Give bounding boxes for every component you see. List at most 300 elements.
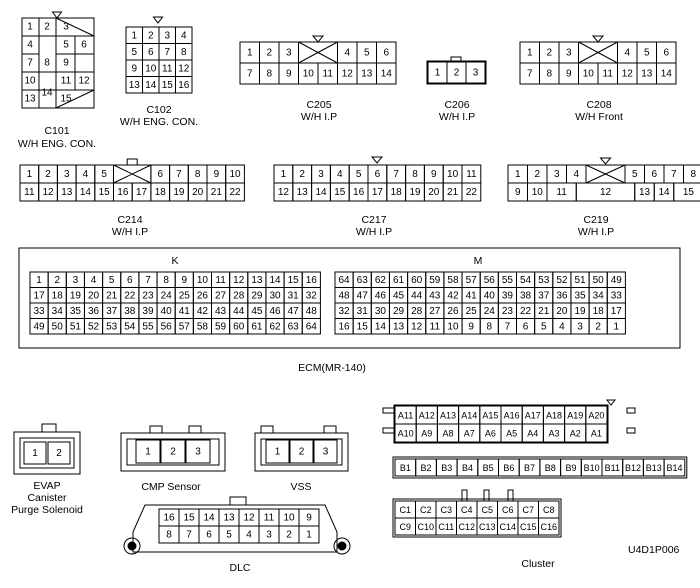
pin-label: 52 bbox=[88, 321, 100, 332]
pin-label: 12 bbox=[42, 187, 54, 198]
pin-label: 51 bbox=[70, 321, 82, 332]
pin-label: C14 bbox=[499, 522, 516, 532]
pin-label: 21 bbox=[447, 187, 459, 198]
pin-label: 60 bbox=[233, 321, 245, 332]
pin-label: 7 bbox=[164, 47, 170, 58]
pin-label: 15 bbox=[683, 187, 695, 198]
pin-label: 3 bbox=[323, 447, 329, 458]
pin-label: 29 bbox=[393, 306, 405, 317]
pin-label: 48 bbox=[339, 290, 351, 301]
pin-label: 2 bbox=[170, 447, 176, 458]
pin-label: 7 bbox=[186, 530, 192, 541]
ecm-block-label-k: K bbox=[171, 255, 178, 267]
pin-label: 6 bbox=[127, 275, 133, 286]
pin-label: 2 bbox=[286, 530, 292, 541]
pin-label: 3 bbox=[266, 530, 272, 541]
pin-label: C11 bbox=[438, 522, 454, 532]
pin-label: 2 bbox=[266, 48, 272, 59]
pin-label: A17 bbox=[525, 411, 541, 421]
pin-label: 35 bbox=[574, 290, 586, 301]
pin-label: 16 bbox=[353, 187, 365, 198]
pin-label: 18 bbox=[52, 290, 64, 301]
pin-label: 14 bbox=[661, 69, 673, 80]
pin-label: 9 bbox=[566, 69, 572, 80]
pin-label: A14 bbox=[461, 411, 477, 421]
pin-label: A15 bbox=[482, 411, 498, 421]
pin-label: 11 bbox=[466, 169, 477, 180]
pin-label: 5 bbox=[356, 169, 362, 180]
pin-label: B11 bbox=[605, 463, 620, 473]
pin-label: C2 bbox=[420, 505, 432, 515]
pin-label: 8 bbox=[195, 169, 201, 180]
connector-caption: EVAP bbox=[33, 480, 60, 492]
pin-label: 1 bbox=[27, 169, 33, 180]
pin-label: 59 bbox=[215, 321, 227, 332]
pin-label: A10 bbox=[398, 429, 414, 439]
pin-label: 30 bbox=[375, 306, 387, 317]
pin-label: 3 bbox=[286, 48, 292, 59]
lock-tab-icon bbox=[53, 12, 62, 18]
connector-c217 bbox=[274, 157, 481, 238]
pin-label: 3 bbox=[554, 169, 560, 180]
pin-label: 2 bbox=[534, 169, 540, 180]
lock-tab-icon bbox=[230, 497, 246, 505]
pin-label: 38 bbox=[520, 290, 532, 301]
pin-label: 42 bbox=[447, 290, 459, 301]
pin-label: 32 bbox=[339, 306, 351, 317]
pin-label: 8 bbox=[166, 530, 172, 541]
connector-caption: Canister bbox=[27, 492, 67, 504]
pin-label: 6 bbox=[375, 169, 381, 180]
pin-label: 21 bbox=[211, 187, 223, 198]
pin-label: 23 bbox=[142, 290, 154, 301]
pin-label: C7 bbox=[522, 505, 534, 515]
connector-caption: C214 bbox=[117, 214, 142, 226]
pin-label: A5 bbox=[506, 429, 517, 439]
pin-label: 13 bbox=[297, 187, 309, 198]
pin-label: 49 bbox=[34, 321, 46, 332]
peg bbox=[383, 408, 395, 413]
connector-c206 bbox=[427, 57, 486, 123]
pin-label: 46 bbox=[269, 306, 281, 317]
pin-label: 39 bbox=[142, 306, 154, 317]
pin-label: 4 bbox=[337, 169, 343, 180]
lock-tab-icon bbox=[127, 159, 137, 165]
pin-label: 1 bbox=[614, 321, 620, 332]
connector-caption: C206 bbox=[444, 99, 469, 111]
pin-label: 36 bbox=[556, 290, 568, 301]
pin-label: 1 bbox=[275, 447, 281, 458]
pin-label: 10 bbox=[303, 69, 315, 80]
pin-label: 14 bbox=[315, 187, 327, 198]
pin-label: 5 bbox=[63, 40, 69, 51]
pin-label: A7 bbox=[464, 429, 475, 439]
pin-label: 63 bbox=[288, 321, 300, 332]
pin-label: A16 bbox=[504, 411, 520, 421]
pin-label: 12 bbox=[622, 69, 634, 80]
pin-label: 15 bbox=[334, 187, 346, 198]
pin-label: 1 bbox=[32, 448, 38, 459]
connector-caption: W/H ENG. CON. bbox=[18, 138, 96, 150]
pin-label: B3 bbox=[441, 463, 452, 473]
pin-label: 8 bbox=[546, 69, 552, 80]
pin-label: 6 bbox=[663, 48, 669, 59]
pin-label: 8 bbox=[44, 58, 50, 69]
pin-label: 22 bbox=[466, 187, 478, 198]
pin-label: 1 bbox=[247, 48, 253, 59]
pin-label: A19 bbox=[567, 411, 583, 421]
pin-label: A20 bbox=[588, 411, 604, 421]
pin-label: 13 bbox=[129, 80, 141, 91]
pin-label: C9 bbox=[399, 522, 411, 532]
pin-label: A8 bbox=[442, 429, 453, 439]
pin-label: 15 bbox=[357, 321, 369, 332]
pin-label: 6 bbox=[383, 48, 389, 59]
pin-label: 8 bbox=[181, 47, 187, 58]
pin-label: 57 bbox=[466, 275, 478, 286]
pin-label: 10 bbox=[229, 169, 241, 180]
pin-label: 11 bbox=[556, 187, 567, 198]
pin-label: 11 bbox=[430, 321, 441, 332]
pin-label: 47 bbox=[357, 290, 369, 301]
pin-label: 3 bbox=[577, 321, 583, 332]
pin-label: 3 bbox=[566, 48, 572, 59]
pin-label: 9 bbox=[306, 513, 312, 524]
pin-label: 10 bbox=[447, 321, 459, 332]
pin-label: 20 bbox=[88, 290, 100, 301]
pin-label: 3 bbox=[73, 275, 79, 286]
pin-label: B14 bbox=[666, 463, 682, 473]
pin-label: 14 bbox=[145, 80, 157, 91]
pin-label: B12 bbox=[625, 463, 641, 473]
ecm-block-label-m: M bbox=[474, 255, 483, 267]
lock-tab-icon bbox=[607, 400, 615, 405]
pin-label: 5 bbox=[644, 48, 650, 59]
pin-label: 10 bbox=[532, 187, 544, 198]
pin-label: 19 bbox=[173, 187, 185, 198]
pin-label: 1 bbox=[306, 530, 312, 541]
pin-label: 29 bbox=[251, 290, 263, 301]
pin-label: 34 bbox=[52, 306, 64, 317]
connector-evap bbox=[11, 424, 83, 516]
pin-label: 37 bbox=[538, 290, 550, 301]
pin-label: 4 bbox=[559, 321, 565, 332]
connector-caption: W/H I.P bbox=[439, 111, 475, 123]
pin-label: 14 bbox=[381, 69, 393, 80]
pin-label: B1 bbox=[400, 463, 411, 473]
pin-label: C10 bbox=[417, 522, 434, 532]
pin-label: C8 bbox=[543, 505, 555, 515]
connector-caption: C217 bbox=[361, 214, 386, 226]
connector-c102 bbox=[120, 17, 198, 128]
pin-label: 4 bbox=[246, 530, 252, 541]
pin-label: 22 bbox=[520, 306, 532, 317]
pin-label: 8 bbox=[163, 275, 169, 286]
pin-label: 33 bbox=[611, 290, 623, 301]
pin-label: 3 bbox=[473, 68, 479, 79]
pin-label: 9 bbox=[515, 187, 521, 198]
lock-tab-icon bbox=[601, 158, 611, 164]
pin-label: 31 bbox=[357, 306, 369, 317]
pin-label: 4 bbox=[344, 48, 350, 59]
pin-label: 53 bbox=[106, 321, 118, 332]
pin-label: 10 bbox=[145, 63, 157, 74]
pin-label: 9 bbox=[131, 63, 137, 74]
pin-label: 12 bbox=[278, 187, 290, 198]
pin-label: 12 bbox=[243, 513, 255, 524]
pin-label: 43 bbox=[429, 290, 441, 301]
pin-label: 1 bbox=[27, 22, 33, 33]
pin-label: 61 bbox=[393, 275, 405, 286]
pin-label: 7 bbox=[145, 275, 151, 286]
pin-label: 8 bbox=[486, 321, 492, 332]
pin-label: 17 bbox=[34, 290, 46, 301]
pin-label: 30 bbox=[269, 290, 281, 301]
pin-label: 4 bbox=[27, 40, 33, 51]
pin-label: 4 bbox=[83, 169, 89, 180]
pin-label: 10 bbox=[583, 69, 595, 80]
pin-label: A18 bbox=[546, 411, 562, 421]
pin-label: 18 bbox=[593, 306, 605, 317]
pin-label: 3 bbox=[64, 169, 70, 180]
lock-tab-icon bbox=[154, 17, 163, 23]
pin-label: 40 bbox=[161, 306, 173, 317]
pin-label: 54 bbox=[520, 275, 532, 286]
connector-caption: CMP Sensor bbox=[141, 481, 201, 493]
pin-label: A4 bbox=[527, 429, 538, 439]
pin-label: 14 bbox=[269, 275, 281, 286]
lock-tab-icon bbox=[313, 36, 323, 42]
pin-label: 21 bbox=[538, 306, 550, 317]
pin-label: 34 bbox=[593, 290, 605, 301]
pin-label: 12 bbox=[233, 275, 245, 286]
pin-label: 39 bbox=[502, 290, 514, 301]
pin-label: 41 bbox=[466, 290, 478, 301]
connector-c214 bbox=[20, 159, 244, 238]
pin-label: B2 bbox=[421, 463, 432, 473]
pin-label: 9 bbox=[181, 275, 187, 286]
pin-label: 15 bbox=[183, 513, 195, 524]
pin-label: 2 bbox=[454, 68, 460, 79]
figure-id: U4D1P006 bbox=[628, 544, 680, 556]
pin-label: 46 bbox=[375, 290, 387, 301]
pin-label: 4 bbox=[181, 30, 187, 41]
pin-label: 8 bbox=[412, 169, 418, 180]
pin-label: 7 bbox=[505, 321, 511, 332]
pin-label: 1 bbox=[435, 68, 441, 79]
pin-label: 11 bbox=[162, 63, 173, 74]
pin-label: 28 bbox=[411, 306, 423, 317]
connector-caption: DLC bbox=[229, 562, 250, 574]
connector-caption: W/H I.P bbox=[301, 111, 337, 123]
pin-label: 1 bbox=[145, 447, 151, 458]
pin-label: 9 bbox=[431, 169, 437, 180]
pin-label: 16 bbox=[117, 187, 129, 198]
pin-label: A3 bbox=[548, 429, 559, 439]
pin-label: 12 bbox=[342, 69, 354, 80]
pin-label: 2 bbox=[595, 321, 601, 332]
pin-label: 2 bbox=[148, 30, 154, 41]
pin-label: 60 bbox=[411, 275, 423, 286]
pin-label: 5 bbox=[364, 48, 370, 59]
lock-tab-icon bbox=[261, 426, 273, 433]
pin-label: 37 bbox=[106, 306, 118, 317]
pin-label: 5 bbox=[541, 321, 547, 332]
pin-label: 7 bbox=[176, 169, 182, 180]
pin-label: 11 bbox=[24, 187, 35, 198]
pin-label: 5 bbox=[101, 169, 107, 180]
pin-label: 5 bbox=[632, 169, 638, 180]
pin-label: 1 bbox=[515, 169, 521, 180]
connector-ecm bbox=[19, 248, 680, 374]
connector-dlc bbox=[124, 497, 350, 574]
lock-tab-icon bbox=[150, 426, 162, 433]
pin-label: 54 bbox=[124, 321, 136, 332]
pin-label: 5 bbox=[226, 530, 232, 541]
pin-label: 57 bbox=[179, 321, 191, 332]
pin-label: 25 bbox=[179, 290, 191, 301]
pin-label: 61 bbox=[251, 321, 263, 332]
pin-label: 20 bbox=[192, 187, 204, 198]
pin-label: 2 bbox=[56, 448, 62, 459]
pin-label: 4 bbox=[624, 48, 630, 59]
pin-label: 9 bbox=[63, 58, 69, 69]
pin-label: 7 bbox=[247, 69, 253, 80]
pin-label: 2 bbox=[44, 22, 50, 33]
mount-hole bbox=[128, 542, 136, 550]
pin-label: C13 bbox=[479, 522, 496, 532]
pin-label: 3 bbox=[164, 30, 170, 41]
pin-label: B13 bbox=[646, 463, 662, 473]
pin-label: 13 bbox=[393, 321, 405, 332]
pin-label: 64 bbox=[306, 321, 318, 332]
pin-label: 1 bbox=[36, 275, 42, 286]
lock-tab-icon bbox=[372, 157, 382, 163]
connector-caption: C219 bbox=[583, 214, 608, 226]
pin-label: 19 bbox=[574, 306, 586, 317]
pin-label: A12 bbox=[419, 411, 435, 421]
pin-label: 63 bbox=[357, 275, 369, 286]
pin-label: 2 bbox=[299, 447, 305, 458]
pin-label: 8 bbox=[266, 69, 272, 80]
pin-label: 40 bbox=[484, 290, 496, 301]
pin-label: 6 bbox=[651, 169, 657, 180]
pin-label: 2 bbox=[45, 169, 51, 180]
connector-caption: W/H Front bbox=[575, 111, 623, 123]
connector-caption: Cluster bbox=[521, 558, 555, 570]
pin-label: A11 bbox=[398, 411, 413, 421]
pin-label: 21 bbox=[106, 290, 118, 301]
pin-label: 1 bbox=[281, 169, 287, 180]
pin-label: 10 bbox=[283, 513, 295, 524]
pin-label: 13 bbox=[24, 94, 36, 105]
pin-label: 41 bbox=[179, 306, 191, 317]
pin-label: 10 bbox=[197, 275, 209, 286]
pin-label: 11 bbox=[215, 275, 226, 286]
pin-label: 2 bbox=[546, 48, 552, 59]
pin-label: C12 bbox=[458, 522, 475, 532]
pin-label: 24 bbox=[161, 290, 173, 301]
pin-label: 23 bbox=[502, 306, 514, 317]
pin-label: 64 bbox=[339, 275, 351, 286]
connector-c205 bbox=[240, 36, 396, 123]
pin-label: A9 bbox=[421, 429, 432, 439]
pin-label: C3 bbox=[440, 505, 452, 515]
pin-label: 43 bbox=[215, 306, 227, 317]
pin-label: 22 bbox=[229, 187, 241, 198]
pin-label: 28 bbox=[233, 290, 245, 301]
connector-c219 bbox=[508, 158, 700, 238]
pin-label: 52 bbox=[556, 275, 568, 286]
pin-label: 18 bbox=[155, 187, 167, 198]
pin-label: 45 bbox=[393, 290, 405, 301]
pin-label: 44 bbox=[233, 306, 245, 317]
pin-label: 6 bbox=[157, 169, 163, 180]
pin-label: 47 bbox=[288, 306, 300, 317]
pin-label: 16 bbox=[339, 321, 351, 332]
pin-label: B5 bbox=[483, 463, 494, 473]
peg bbox=[383, 428, 395, 433]
peg bbox=[627, 408, 635, 413]
connector-caption: C101 bbox=[44, 125, 69, 137]
connector-caption: C208 bbox=[586, 99, 611, 111]
pin-label: 35 bbox=[70, 306, 82, 317]
pin-label: 58 bbox=[197, 321, 209, 332]
connector-caption: W/H I.P bbox=[356, 226, 392, 238]
pin-label: 15 bbox=[99, 187, 111, 198]
pin-label: 17 bbox=[611, 306, 623, 317]
pin-label: 55 bbox=[142, 321, 154, 332]
pin-label: C16 bbox=[540, 522, 557, 532]
pin-label: 4 bbox=[91, 275, 97, 286]
pin-label: 5 bbox=[131, 47, 137, 58]
pin-label: 9 bbox=[214, 169, 220, 180]
pin-label: 15 bbox=[288, 275, 300, 286]
pin-label: C6 bbox=[502, 505, 514, 515]
pin-label: 50 bbox=[593, 275, 605, 286]
pin-label: 50 bbox=[52, 321, 64, 332]
pin-label: 33 bbox=[34, 306, 46, 317]
pin-label: B4 bbox=[462, 463, 473, 473]
pin-label: 13 bbox=[639, 187, 651, 198]
connector-caption: W/H I.P bbox=[578, 226, 614, 238]
connector-caption: C205 bbox=[306, 99, 331, 111]
pin-label: 16 bbox=[306, 275, 318, 286]
pin-label: 6 bbox=[148, 47, 154, 58]
pin-label: 9 bbox=[286, 69, 292, 80]
pin-label: 11 bbox=[603, 69, 614, 80]
pin-label: 62 bbox=[375, 275, 387, 286]
lock-tab-icon bbox=[42, 424, 56, 432]
pin-label: A13 bbox=[440, 411, 456, 421]
pin-label: B8 bbox=[545, 463, 556, 473]
pin-label: A2 bbox=[570, 429, 581, 439]
lock-tab-icon bbox=[324, 426, 336, 433]
mount-hole bbox=[338, 542, 346, 550]
pin-label: 15 bbox=[60, 94, 72, 105]
lock-tab-icon bbox=[593, 36, 603, 42]
connector-caption: VSS bbox=[290, 481, 311, 493]
pin-label: 7 bbox=[527, 69, 533, 80]
pin-label: 36 bbox=[88, 306, 100, 317]
connector-caption: W/H ENG. CON. bbox=[120, 116, 198, 128]
pin-label: 25 bbox=[466, 306, 478, 317]
connector-vss bbox=[255, 426, 348, 493]
connector-caption: ECM(MR-140) bbox=[298, 362, 366, 374]
pin-label: 13 bbox=[361, 69, 373, 80]
pin-label: 20 bbox=[556, 306, 568, 317]
pin-label: 56 bbox=[484, 275, 496, 286]
